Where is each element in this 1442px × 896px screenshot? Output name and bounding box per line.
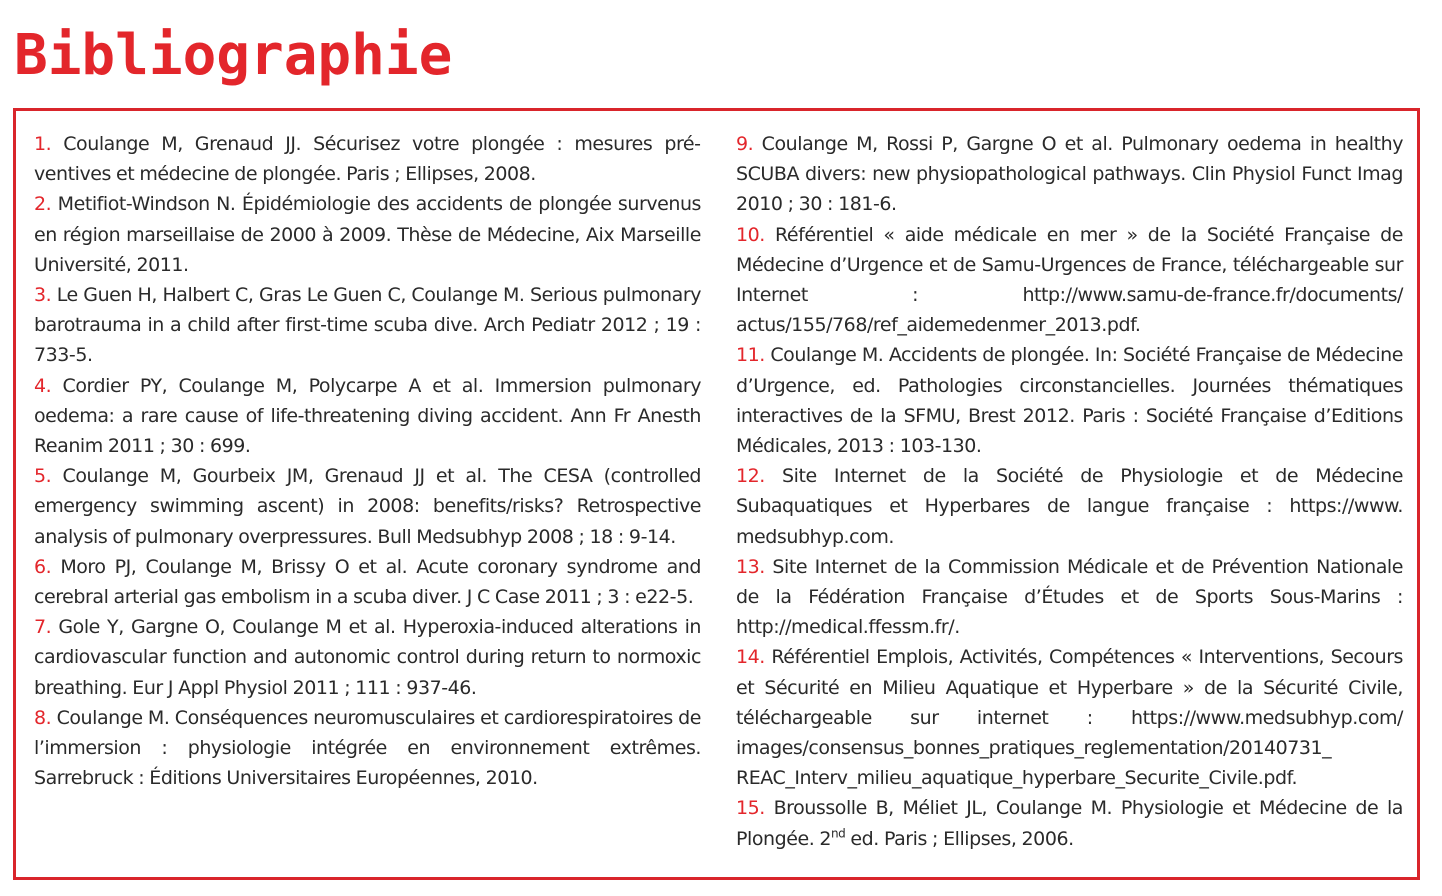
reference-item-15 xyxy=(736,793,1403,853)
reference-number: 13. xyxy=(736,555,765,578)
reference-text: Coulange M. Accidents de plongée. In: Société Française de Médecine d’Urgence, ed. Pathologies circonstancielles. Journées thématiques interactives de la SFMU, Brest 2012. Paris : Société Française d’Editions Médicales, 2013 : 103-130. xyxy=(736,344,1403,458)
reference-item-4 xyxy=(34,371,701,462)
reference-item-10 xyxy=(736,220,1403,341)
reference-text-end: ed. Paris ; Ellipses, 2006. xyxy=(845,827,1074,850)
reference-item-13 xyxy=(736,552,1403,643)
reference-number: 6. xyxy=(34,555,52,578)
reference-item-11 xyxy=(736,340,1403,461)
reference-number: 9. xyxy=(736,133,754,155)
reference-text: Site Internet de la Commission Médicale et de Prévention Nationale de la Fédération Française d’Études et de Sports Sous-Marins : http://medical.ffessm.fr/. xyxy=(736,555,1403,639)
bibliography-box xyxy=(13,108,1420,880)
reference-number: 8. xyxy=(34,706,52,729)
reference-item-1 xyxy=(34,129,701,189)
reference-number: 2. xyxy=(34,193,52,216)
reference-number: 4. xyxy=(34,374,52,397)
reference-text: Coulange M, Gourbeix JM, Grenaud JJ et al. The CESA (controlled emergency swimming ascent) in 2008: benefits/risks? Retrospective analysis of pulmonary overpressures. Bull Medsubhyp 2008 ; 18 : 9-14. xyxy=(34,465,702,548)
page-title: Bibliographie xyxy=(14,23,453,88)
reference-item-5 xyxy=(34,461,701,552)
reference-item-14 xyxy=(736,642,1403,793)
reference-text: Coulange M, Grenaud JJ. Sécurisez votre plongée : mesures préventives et médecine de plongée. Paris ; Ellipses, 2008. xyxy=(34,133,701,186)
reference-text: Broussolle B, Méliet JL, Coulange M. Physiologie et Médecine de la Plongée. 2 xyxy=(736,797,1404,850)
reference-number: 5. xyxy=(34,465,52,488)
reference-text: Coulange M, Rossi P, Gargne O et al. Pulmonary oedema in healthy SCUBA divers: new physiopathological pathways. Clin Physiol Funct Imag 2010 ; 30 : 181-6. xyxy=(736,133,1403,216)
reference-item-8 xyxy=(34,703,701,794)
reference-number: 1. xyxy=(34,133,52,155)
reference-text: Site Internet de la Société de Physiologie et de Médecine Subaquatiques et Hyperbares de langue française : https://www.​medsubhyp.com. xyxy=(736,465,1403,548)
left-column xyxy=(34,129,701,793)
reference-number: 3. xyxy=(34,284,52,307)
reference-superscript: nd xyxy=(831,826,846,841)
reference-item-12 xyxy=(736,461,1403,552)
reference-number: 14. xyxy=(736,646,765,669)
reference-text: Metifiot-Windson N. Épidémiologie des accidents de plongée survenus en région marseillaise de 2000 à 2009. Thèse de Médecine, Aix Marseille Université, 2011. xyxy=(34,193,701,276)
reference-number: 11. xyxy=(736,344,765,367)
reference-text: Coulange M. Conséquences neuromusculaires et cardiorespiratoires de l’immersion : physiologie intégrée en environnement extrêmes. Sarrebruck : Éditions Universitaires Européennes, 2010. xyxy=(34,706,701,790)
reference-text: Référentiel « aide médicale en mer » de la Société Française de Médecine d’Urgence et de Samu-Urgences de France, téléchargeable sur Internet : http://www.samu-de-france.fr/documents/​actus/155/768/ref_aidemedenmer_2013.pdf. xyxy=(736,223,1403,337)
reference-number: 15. xyxy=(736,797,765,820)
reference-item-9 xyxy=(736,129,1403,220)
reference-text: Cordier PY, Coulange M, Polycarpe A et al. Immersion pulmonary oedema: a rare cause of life-threatening diving accident. Ann Fr Anesth Reanim 2011 ; 30 : 699. xyxy=(34,374,702,458)
right-column xyxy=(736,129,1403,854)
reference-text: Gole Y, Gargne O, Coulange M et al. Hyperoxia-induced alterations in cardiovascular function and autonomic control during return to normoxic breathing. Eur J Appl Physiol 2011 ; 111 : 937-46. xyxy=(34,616,702,699)
reference-item-3 xyxy=(34,280,701,371)
reference-item-7 xyxy=(34,612,701,703)
reference-number: 7. xyxy=(34,616,52,639)
reference-text: Le Guen H, Halbert C, Gras Le Guen C, Coulange M. Serious pulmonary barotrauma in a child after first-time scuba dive. Arch Pediatr 2012 ; 19 : 733-5. xyxy=(34,284,701,367)
reference-item-6 xyxy=(34,552,701,612)
reference-number: 10. xyxy=(736,223,765,246)
reference-text: Référentiel Emplois, Activités, Compétences « Interventions, Secours et Sécurité en Milieu Aquatique et Hyperbare » de la Sécurité Civile, téléchargeable sur internet : https://www.medsubhyp.com/​images/consensus_bonnes_pratiques_reglementation/20140731_​REAC_Interv_milieu_aquatique_hyperbare_Securite_Civile.pdf. xyxy=(736,646,1404,790)
reference-text: Moro PJ, Coulange M, Brissy O et al. Acute coronary syndrome and cerebral arterial gas embolism in a scuba diver. J C Case 2011 ; 3 : e22-5. xyxy=(34,555,702,609)
reference-number: 12. xyxy=(736,465,765,488)
reference-item-2 xyxy=(34,189,701,280)
